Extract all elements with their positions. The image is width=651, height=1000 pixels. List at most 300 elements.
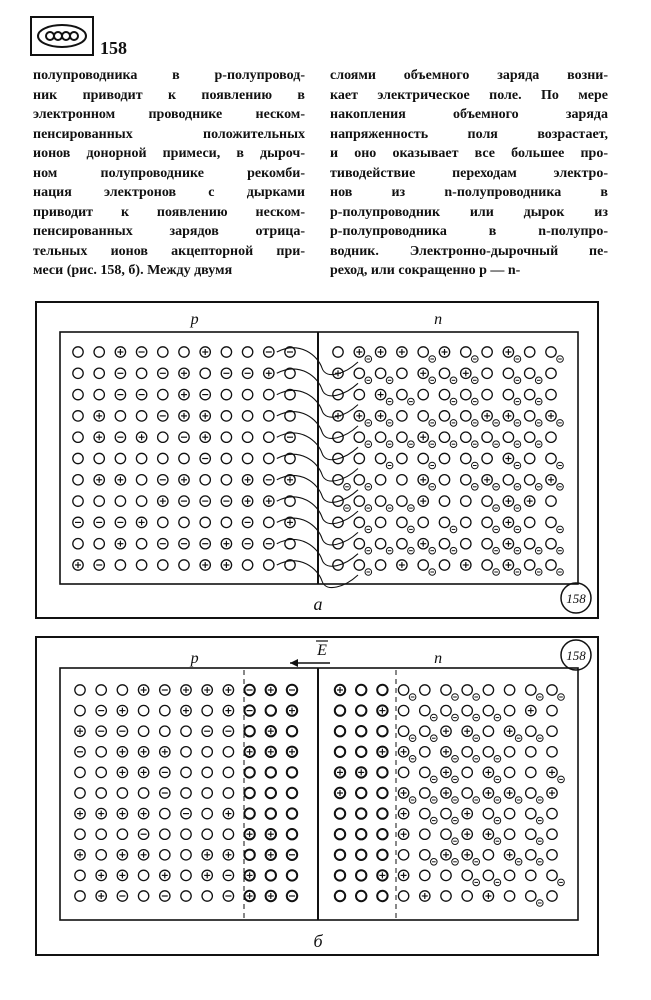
- atom: [526, 891, 536, 901]
- atom: [503, 389, 513, 399]
- atom: [158, 453, 168, 463]
- atom: [264, 560, 274, 570]
- atom: [335, 726, 345, 736]
- atom: [96, 767, 106, 777]
- atom: [244, 808, 254, 818]
- atom: [420, 767, 430, 777]
- atom: [397, 432, 407, 442]
- atom: [526, 870, 536, 880]
- atom: [287, 870, 297, 880]
- atom: [398, 891, 408, 901]
- atom: [420, 829, 430, 839]
- atom: [96, 685, 106, 695]
- atom: [526, 808, 536, 818]
- atom: [73, 432, 83, 442]
- text-left-line: пенсированных зарядов отрица-: [33, 224, 305, 239]
- atom: [503, 368, 513, 378]
- atom: [181, 850, 191, 860]
- atom: [483, 850, 493, 860]
- atom: [547, 829, 557, 839]
- atom: [202, 808, 212, 818]
- atom: [525, 560, 535, 570]
- atom: [375, 496, 385, 506]
- atom: [115, 560, 125, 570]
- atom: [356, 685, 366, 695]
- label-p: p: [190, 311, 199, 328]
- atom: [441, 870, 451, 880]
- atom: [547, 685, 557, 695]
- atom: [200, 368, 210, 378]
- atom: [420, 726, 430, 736]
- text-left-line: полупроводника в p-полупровод-: [33, 68, 305, 83]
- atom: [375, 517, 385, 527]
- atom: [377, 808, 387, 818]
- atom: [75, 685, 85, 695]
- atom: [375, 560, 385, 570]
- atom: [75, 705, 85, 715]
- atom: [202, 705, 212, 715]
- atom: [96, 850, 106, 860]
- atom: [398, 767, 408, 777]
- atom: [420, 747, 430, 757]
- text-right-line: p-полупроводника в n-полупро-: [330, 224, 608, 239]
- atom: [73, 475, 83, 485]
- atom: [242, 453, 252, 463]
- page-number: 158: [100, 38, 127, 58]
- atom: [117, 788, 127, 798]
- text-left-line: тельных ионов акцепторной при-: [33, 243, 305, 259]
- atom: [377, 788, 387, 798]
- text-right-line: реход, или сокращенно p — n-: [330, 263, 521, 278]
- atom: [439, 368, 449, 378]
- atom: [461, 389, 471, 399]
- atom: [138, 726, 148, 736]
- atom: [73, 389, 83, 399]
- atom: [504, 870, 514, 880]
- atom: [420, 808, 430, 818]
- text-right-line: нов из n-полупроводника в: [330, 185, 608, 200]
- atom: [335, 705, 345, 715]
- atom: [420, 870, 430, 880]
- atom: [354, 539, 364, 549]
- atom: [418, 453, 428, 463]
- atom: [242, 347, 252, 357]
- atom: [441, 891, 451, 901]
- atom: [526, 685, 536, 695]
- atom: [504, 808, 514, 818]
- atom: [179, 517, 189, 527]
- atom: [439, 411, 449, 421]
- atom: [397, 517, 407, 527]
- atom: [221, 347, 231, 357]
- text-left-line: меси (рис. 158, б). Между двумя: [33, 263, 233, 278]
- atom: [264, 517, 274, 527]
- atom: [96, 829, 106, 839]
- atom: [221, 453, 231, 463]
- atom: [504, 705, 514, 715]
- atom: [377, 850, 387, 860]
- atom: [439, 453, 449, 463]
- atom: [461, 453, 471, 463]
- atom: [420, 685, 430, 695]
- atom: [503, 432, 513, 442]
- atom: [136, 453, 146, 463]
- atom: [377, 829, 387, 839]
- label-n: n: [434, 311, 443, 328]
- atom: [181, 829, 191, 839]
- text-left-line: ионов донорной примеси, в дыроч-: [33, 146, 305, 161]
- atom: [266, 705, 276, 715]
- atom: [375, 475, 385, 485]
- atom: [335, 829, 345, 839]
- text-left-line: приводит к появлению неском-: [33, 204, 305, 220]
- atom: [115, 453, 125, 463]
- text-right-line: водник. Электронно-дырочный пе-: [330, 243, 608, 259]
- atom: [461, 347, 471, 357]
- atom: [223, 829, 233, 839]
- atom: [354, 496, 364, 506]
- atom: [546, 560, 556, 570]
- text-right-line: накопления объемного заряда: [330, 107, 608, 122]
- atom: [526, 829, 536, 839]
- atom: [504, 767, 514, 777]
- atom: [136, 539, 146, 549]
- atom: [73, 368, 83, 378]
- atom: [221, 389, 231, 399]
- atom: [547, 747, 557, 757]
- atom: [96, 747, 106, 757]
- atom: [179, 560, 189, 570]
- atom: [420, 850, 430, 860]
- atom: [158, 560, 168, 570]
- atom: [482, 347, 492, 357]
- atom: [546, 496, 556, 506]
- label-n: n: [434, 650, 443, 667]
- atom: [223, 788, 233, 798]
- atom: [397, 389, 407, 399]
- atom: [397, 539, 407, 549]
- atom: [420, 705, 430, 715]
- atom: [242, 411, 252, 421]
- atom: [221, 411, 231, 421]
- figure-badge-number: 158: [566, 648, 586, 663]
- atom: [138, 891, 148, 901]
- atom: [287, 829, 297, 839]
- atom: [356, 705, 366, 715]
- atom: [483, 726, 493, 736]
- atom: [547, 808, 557, 818]
- atom: [94, 453, 104, 463]
- text-left-line: пенсированных положительных: [33, 126, 305, 142]
- atom: [94, 496, 104, 506]
- atom: [264, 432, 274, 442]
- atom: [158, 347, 168, 357]
- atom: [356, 829, 366, 839]
- atom: [439, 560, 449, 570]
- atom: [266, 870, 276, 880]
- atom: [439, 389, 449, 399]
- atom: [397, 496, 407, 506]
- atom: [462, 685, 472, 695]
- atom: [375, 539, 385, 549]
- atom: [266, 767, 276, 777]
- atom: [461, 411, 471, 421]
- atom: [221, 475, 231, 485]
- atom: [546, 389, 556, 399]
- atom: [462, 705, 472, 715]
- atom: [354, 368, 364, 378]
- text-right-line: кает электрическое поле. По мере: [330, 87, 608, 103]
- atom: [482, 432, 492, 442]
- atom: [526, 788, 536, 798]
- atom: [202, 767, 212, 777]
- atom: [439, 539, 449, 549]
- atom: [181, 788, 191, 798]
- atom: [504, 829, 514, 839]
- atom: [94, 539, 104, 549]
- atom: [398, 685, 408, 695]
- text-left-line: ном полупроводнике рекомби-: [33, 165, 305, 181]
- atom: [377, 891, 387, 901]
- atom: [547, 870, 557, 880]
- text-left-line: нация электронов с дырками: [33, 185, 305, 200]
- atom: [264, 453, 274, 463]
- atom: [397, 475, 407, 485]
- field-label: E: [317, 642, 327, 659]
- atom: [264, 389, 274, 399]
- atom: [160, 705, 170, 715]
- atom: [418, 411, 428, 421]
- atom: [418, 389, 428, 399]
- atom: [354, 389, 364, 399]
- atom: [441, 829, 451, 839]
- atom: [398, 850, 408, 860]
- field-arrow-head: [290, 659, 298, 667]
- figure-a: [36, 302, 598, 618]
- atom: [356, 850, 366, 860]
- atom: [461, 496, 471, 506]
- atom: [504, 685, 514, 695]
- atom: [75, 891, 85, 901]
- atom: [179, 453, 189, 463]
- atom: [397, 411, 407, 421]
- atom: [287, 788, 297, 798]
- atom: [526, 850, 536, 860]
- atom: [526, 726, 536, 736]
- atom: [136, 560, 146, 570]
- atom: [483, 870, 493, 880]
- atom: [287, 808, 297, 818]
- atom: [138, 870, 148, 880]
- atom: [482, 517, 492, 527]
- atom: [525, 368, 535, 378]
- atom: [482, 389, 492, 399]
- atom: [504, 747, 514, 757]
- atom: [75, 767, 85, 777]
- atom: [504, 891, 514, 901]
- atom: [546, 517, 556, 527]
- atom: [356, 747, 366, 757]
- atom: [223, 767, 233, 777]
- atom: [547, 850, 557, 860]
- atom: [335, 891, 345, 901]
- atom: [181, 726, 191, 736]
- atom: [377, 726, 387, 736]
- atom: [73, 453, 83, 463]
- atom: [546, 368, 556, 378]
- atom: [158, 389, 168, 399]
- atom: [160, 808, 170, 818]
- atom: [158, 517, 168, 527]
- text-right-line: и оно оказывает все большее про-: [330, 146, 608, 161]
- atom: [525, 389, 535, 399]
- atom: [420, 788, 430, 798]
- atom: [354, 475, 364, 485]
- atom: [266, 788, 276, 798]
- atom: [242, 389, 252, 399]
- text-right-line: p-полупроводник или дырок из: [330, 204, 608, 220]
- atom: [356, 788, 366, 798]
- atom: [439, 517, 449, 527]
- atom: [117, 829, 127, 839]
- atom: [138, 788, 148, 798]
- atom: [525, 453, 535, 463]
- atom: [356, 726, 366, 736]
- atom: [354, 517, 364, 527]
- atom: [94, 389, 104, 399]
- atom: [333, 347, 343, 357]
- atom: [441, 705, 451, 715]
- atom: [221, 432, 231, 442]
- atom: [546, 539, 556, 549]
- atom: [526, 747, 536, 757]
- atom: [483, 747, 493, 757]
- atom: [287, 767, 297, 777]
- atom: [441, 685, 451, 695]
- atom: [375, 453, 385, 463]
- atom: [462, 788, 472, 798]
- atom: [242, 560, 252, 570]
- atom: [136, 475, 146, 485]
- atom: [202, 788, 212, 798]
- atom: [525, 411, 535, 421]
- atom: [117, 685, 127, 695]
- text-right-line: слоями объемного заряда возни-: [330, 68, 608, 83]
- atom: [462, 891, 472, 901]
- atom: [244, 767, 254, 777]
- atom: [503, 475, 513, 485]
- atom: [356, 891, 366, 901]
- text-left-line: ник приводит к появлению в: [33, 87, 305, 103]
- atom: [335, 808, 345, 818]
- atom: [136, 496, 146, 506]
- atom: [138, 705, 148, 715]
- figure-badge-number: 158: [566, 591, 586, 606]
- atom: [75, 829, 85, 839]
- atom: [202, 891, 212, 901]
- atom: [75, 788, 85, 798]
- atom: [264, 411, 274, 421]
- atom: [136, 368, 146, 378]
- atom: [398, 705, 408, 715]
- atom: [200, 517, 210, 527]
- atom: [483, 808, 493, 818]
- atom: [266, 808, 276, 818]
- atom: [482, 368, 492, 378]
- atom: [397, 453, 407, 463]
- atom: [335, 870, 345, 880]
- atom: [160, 726, 170, 736]
- atom: [73, 496, 83, 506]
- atom: [221, 517, 231, 527]
- atom: [287, 726, 297, 736]
- atom: [181, 870, 191, 880]
- atom: [439, 432, 449, 442]
- atom: [356, 870, 366, 880]
- atom: [335, 747, 345, 757]
- atom: [94, 347, 104, 357]
- atom: [158, 432, 168, 442]
- atom: [244, 850, 254, 860]
- atom: [418, 347, 428, 357]
- text-right-line: напряженность поля возрастает,: [330, 126, 608, 142]
- atom: [160, 850, 170, 860]
- atom: [375, 368, 385, 378]
- atom: [525, 347, 535, 357]
- atom: [179, 347, 189, 357]
- atom: [547, 705, 557, 715]
- atom: [375, 432, 385, 442]
- atom: [160, 829, 170, 839]
- atom: [483, 705, 493, 715]
- atom: [354, 453, 364, 463]
- atom: [439, 475, 449, 485]
- atom: [96, 788, 106, 798]
- atom: [482, 453, 492, 463]
- atom: [461, 475, 471, 485]
- atom: [244, 788, 254, 798]
- atom: [200, 475, 210, 485]
- atom: [136, 411, 146, 421]
- atom: [181, 767, 191, 777]
- label-p: p: [190, 650, 199, 667]
- atom: [377, 767, 387, 777]
- atom: [482, 539, 492, 549]
- atom: [547, 891, 557, 901]
- atom: [525, 517, 535, 527]
- atom: [242, 432, 252, 442]
- atom: [525, 432, 535, 442]
- figure-caption: б: [313, 931, 323, 951]
- atom: [546, 432, 556, 442]
- atom: [462, 747, 472, 757]
- atom: [181, 891, 191, 901]
- atom: [525, 475, 535, 485]
- atom: [462, 767, 472, 777]
- atom: [547, 726, 557, 736]
- atom: [202, 747, 212, 757]
- text-left-line: электронном проводнике неском-: [33, 107, 305, 122]
- atom: [377, 685, 387, 695]
- atom: [461, 517, 471, 527]
- atom: [354, 432, 364, 442]
- atom: [482, 496, 492, 506]
- atom: [441, 808, 451, 818]
- atom: [525, 539, 535, 549]
- atom: [115, 411, 125, 421]
- atom: [546, 347, 556, 357]
- atom: [483, 685, 493, 695]
